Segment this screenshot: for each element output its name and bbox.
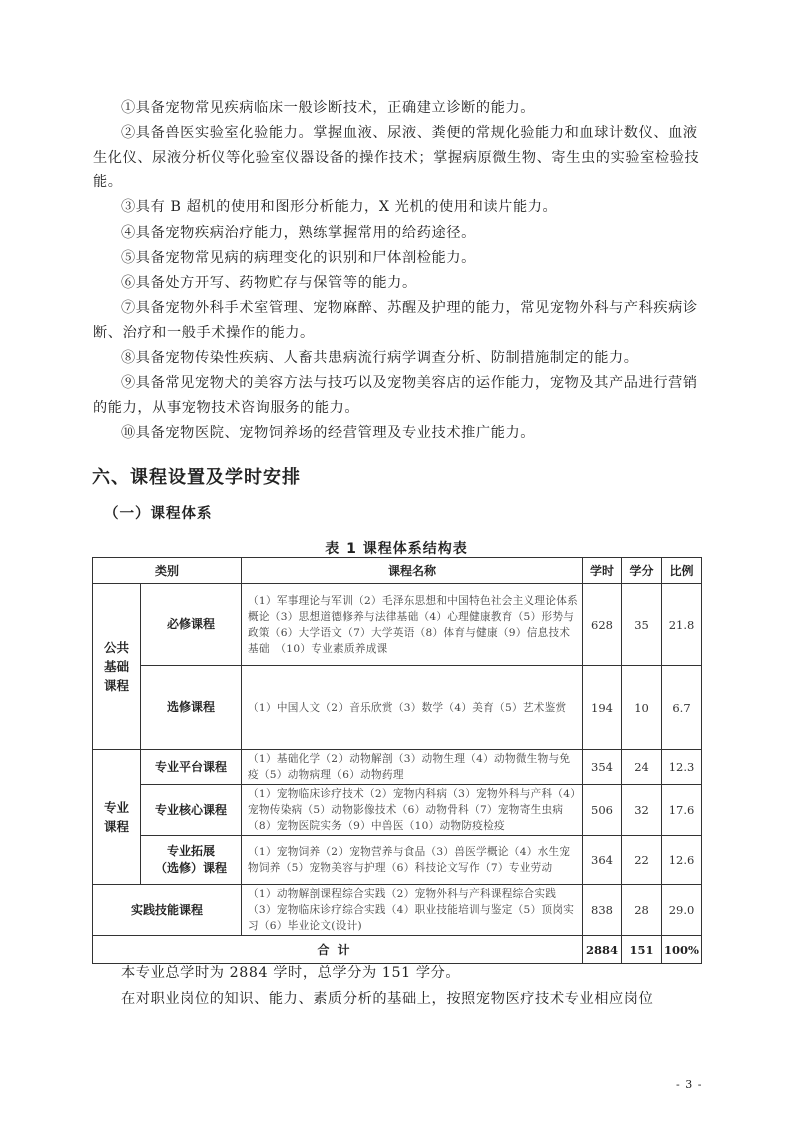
ability-item-4: ④具备宠物疾病治疗能力，熟练掌握常用的给药途径。 [121, 225, 476, 241]
row-hours: 628 [583, 584, 622, 666]
group-professional: 专业课程 [93, 750, 141, 885]
total-label: 合计 [93, 936, 583, 964]
row-category: 专业平台课程 [141, 750, 242, 785]
row-category: 实践技能课程 [93, 885, 242, 936]
total-credits: 151 [622, 936, 662, 964]
group-public-basic: 公共基础课程 [93, 584, 141, 750]
row-ratio: 17.6 [662, 785, 702, 836]
row-courses: （1）宠物临床诊疗技术（2）宠物内科病（3）宠物外科与产科（4）宠物传染病（5）动物影像技术（6）动物骨科（7）宠物寄生虫病（8）宠物医院实务（9）中兽医（10）动物防疫检疫 [242, 785, 583, 836]
header-hours: 学时 [583, 558, 622, 584]
row-category-line1: 专业拓展 [167, 844, 216, 858]
header-ratio: 比例 [662, 558, 702, 584]
table-row [93, 584, 702, 666]
table-row [93, 785, 702, 836]
summary-text: 本专业总学时为 2884 学时，总学分为 151 学分。 [121, 965, 461, 981]
row-credits: 35 [622, 584, 662, 666]
row-hours: 838 [583, 885, 622, 936]
row-category: 必修课程 [141, 584, 242, 666]
ability-item-9: ⑨具备常见宠物犬的美容方法与技巧以及宠物美容店的运作能力，宠物及其产品进行营销的能力，从事宠物技术咨询服务的能力。 [93, 375, 698, 416]
total-hours: 2884 [583, 936, 622, 964]
table-row [93, 666, 702, 750]
row-category-line2: （选修）课程 [155, 861, 228, 875]
row-courses: （1）宠物饲养（2）宠物营养与食品（3）兽医学概论（4）水生宠物饲养（5）宠物美容与护理（6）科技论文写作（7）专业劳动 [242, 836, 583, 885]
row-category: 选修课程 [141, 666, 242, 750]
row-category [141, 836, 242, 885]
row-hours: 194 [583, 666, 622, 750]
table-row [93, 750, 702, 785]
row-ratio: 12.3 [662, 750, 702, 785]
row-credits: 22 [622, 836, 662, 885]
row-category: 专业核心课程 [141, 785, 242, 836]
row-credits: 32 [622, 785, 662, 836]
row-hours: 354 [583, 750, 622, 785]
ability-item-5: ⑤具备宠物常见病的病理变化的识别和尸体剖检能力。 [121, 250, 476, 266]
table-row [93, 885, 702, 936]
row-credits: 28 [622, 885, 662, 936]
ability-item-2: ②具备兽医实验室化验能力。掌握血液、尿液、粪便的常规化验能力和血球计数仪、血液生化仪、尿液分析仪等化验室仪器设备的操作技术；掌握病原微生物、寄生虫的实验室检验技能。 [93, 125, 700, 190]
row-credits: 24 [622, 750, 662, 785]
table-row [93, 836, 702, 885]
ability-item-8: ⑧具备宠物传染性疾病、人畜共患病流行病学调查分析、防制措施制定的能力。 [121, 350, 639, 366]
page-number: - 3 - [676, 1078, 703, 1091]
table-caption: 表 1 课程体系结构表 [325, 541, 468, 557]
row-courses: （1）军事理论与军训（2）毛泽东思想和中国特色社会主义理论体系概论（3）思想道德修养与法律基础（4）心理健康教育（5）形势与政策（6）大学语文（7）大学英语（8）体育与健康（9）信息技术基础 （10）专业素质养成课 [242, 584, 583, 666]
section-heading: 六、课程设置及学时安排 [92, 467, 301, 488]
row-ratio: 12.6 [662, 836, 702, 885]
ability-item-3: ③具有 B 超机的使用和图形分析能力，X 光机的使用和读片能力。 [121, 199, 558, 215]
subsection-heading: （一）课程体系 [104, 506, 213, 522]
row-hours: 364 [583, 836, 622, 885]
row-courses: （1）中国人文（2）音乐欣赏（3）数学（4）美育（5）艺术鉴赏 [242, 666, 583, 750]
ability-item-1: ①具备宠物常见疾病临床一般诊断技术，正确建立诊断的能力。 [121, 100, 536, 116]
header-credits: 学分 [622, 558, 662, 584]
row-courses: （1）动物解剖课程综合实践（2）宠物外科与产科课程综合实践（3）宠物临床诊疗综合实践（4）职业技能培训与鉴定（5）顶岗实习（6）毕业论文(设计) [242, 885, 583, 936]
continuation-text: 在对职业岗位的知识、能力、素质分析的基础上，按照宠物医疗技术专业相应岗位 [121, 991, 654, 1007]
table-header-row [93, 558, 702, 584]
row-credits: 10 [622, 666, 662, 750]
ability-item-7: ⑦具备宠物外科手术室管理、宠物麻醉、苏醒及护理的能力，常见宠物外科与产科疾病诊断、治疗和一般手术操作的能力。 [93, 300, 698, 341]
row-hours: 506 [583, 785, 622, 836]
header-category: 类别 [93, 558, 242, 584]
row-ratio: 29.0 [662, 885, 702, 936]
row-ratio: 6.7 [662, 666, 702, 750]
row-ratio: 21.8 [662, 584, 702, 666]
ability-item-6: ⑥具备处方开写、药物贮存与保管等的能力。 [121, 275, 417, 291]
total-ratio: 100% [662, 936, 702, 964]
header-courses: 课程名称 [242, 558, 583, 584]
course-structure-table [92, 557, 702, 964]
ability-item-10: ⑩具备宠物医院、宠物饲养场的经营管理及专业技术推广能力。 [121, 425, 536, 441]
table-total-row [93, 936, 702, 964]
row-courses: （1）基础化学（2）动物解剖（3）动物生理（4）动物微生物与免疫（5）动物病理（6）动物药理 [242, 750, 583, 785]
